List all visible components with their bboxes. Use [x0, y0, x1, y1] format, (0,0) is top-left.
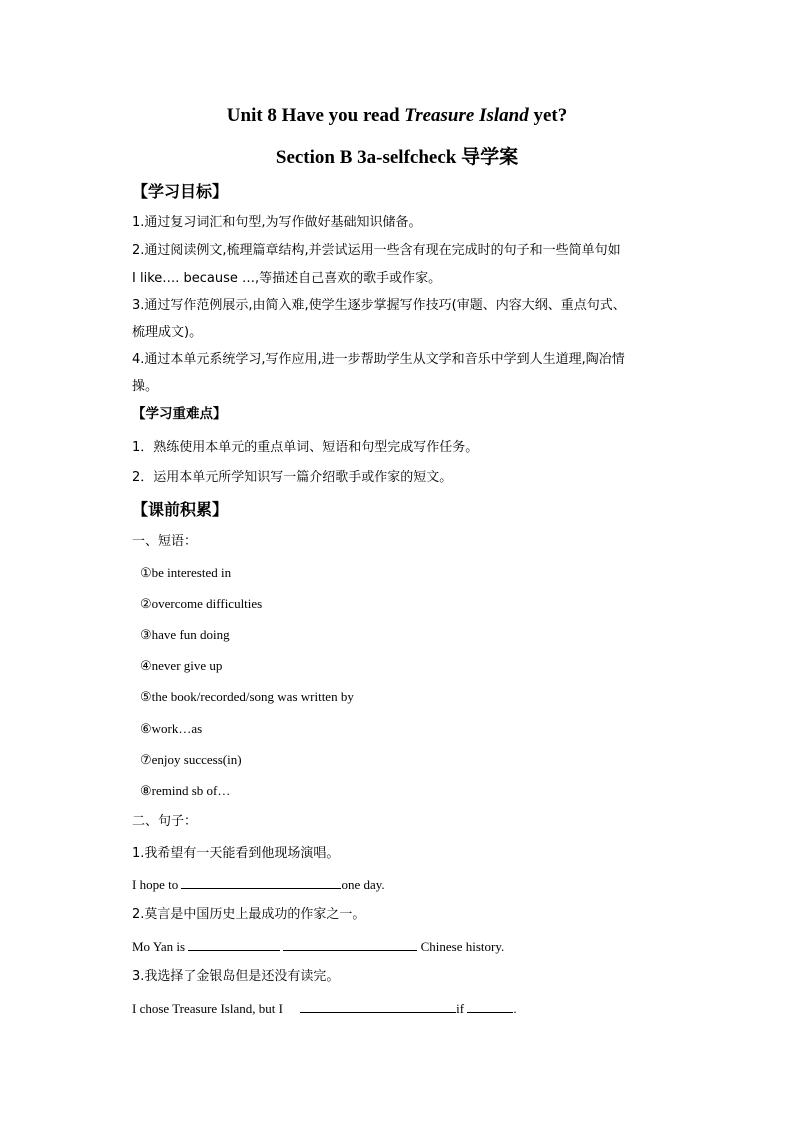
key-point-1: 1．熟练使用本单元的重点单词、短语和句型完成写作任务。 [132, 440, 479, 455]
phrase-item: ①be interested in [140, 565, 232, 580]
sentence-1-english [132, 876, 385, 894]
key-points-heading: 【学习重难点】 [132, 406, 227, 422]
sentences-label: 二、句子： [132, 814, 198, 829]
goal-line-2: 2.通过阅读例文,梳理篇章结构,并尝试运用一些含有现在完成时的句子和一些简单句如 [132, 243, 621, 258]
document-title [0, 104, 794, 128]
sentence-3-blank-1[interactable] [300, 1000, 456, 1013]
title-prefix: Unit 8 Have you read [226, 105, 405, 126]
goal-line-7: 操。 [132, 379, 159, 394]
preview-heading: 【课前积累】 [132, 500, 229, 519]
sentence-3-start: I chose Treasure Island, but I [132, 1001, 287, 1016]
sentence-3-end: . [513, 1001, 517, 1016]
goals-heading: 【学习目标】 [132, 182, 229, 201]
phrase-item: ⑤the book/recorded/song was written by [140, 689, 354, 704]
goal-line-1: 1.通过复习词汇和句型,为写作做好基础知识储备。 [132, 215, 422, 230]
sentence-3-chinese: 3.我选择了金银岛但是还没有读完。 [132, 969, 340, 984]
title-suffix: yet? [528, 105, 568, 126]
document-subtitle: Section B 3a-selfcheck 导学案 [275, 147, 519, 168]
phrase-item: ③have fun doing [140, 627, 230, 642]
title-italic-book: Treasure Island [404, 105, 529, 126]
phrases-label: 一、短语： [132, 534, 198, 549]
phrase-item: ⑧remind sb of… [140, 783, 231, 798]
sentence-2-english [132, 938, 504, 956]
key-point-2: 2．运用本单元所学知识写一篇介绍歌手或作家的短文。 [132, 470, 453, 485]
goal-line-6: 4.通过本单元系统学习,写作应用,进一步帮助学生从文学和音乐中学到人生道理,陶冶情 [132, 352, 625, 367]
phrase-item: ⑥work…as [140, 721, 203, 736]
goal-line-4: 3.通过写作范例展示,由简入难,使学生逐步掌握写作技巧(审题、内容大纲、重点句式、 [132, 298, 626, 313]
goal-line-5: 梳理成文)。 [132, 325, 203, 340]
sentence-2-blank-2[interactable] [283, 938, 417, 951]
sentence-1-start: I hope to [132, 877, 182, 892]
sentence-1-chinese: 1.我希望有一天能看到他现场演唱。 [132, 846, 340, 861]
sentence-2-end: Chinese history. [417, 939, 505, 954]
sentence-1-end: one day. [341, 877, 385, 892]
phrase-item: ②overcome difficulties [140, 596, 263, 611]
phrase-item: ⑦enjoy success(in) [140, 752, 242, 767]
phrase-item: ④never give up [140, 658, 223, 673]
goal-line-3: I like…. because …,等描述自己喜欢的歌手或作家。 [132, 271, 442, 286]
sentence-3-mid: if [456, 1001, 468, 1016]
sentence-1-blank[interactable] [181, 876, 341, 889]
sentence-3-english [132, 1000, 517, 1018]
sentence-3-blank-2[interactable] [467, 1000, 513, 1013]
sentence-2-chinese: 2.莫言是中国历史上最成功的作家之一。 [132, 907, 366, 922]
sentence-2-blank-1[interactable] [188, 938, 280, 951]
sentence-2-start: Mo Yan is [132, 939, 189, 954]
